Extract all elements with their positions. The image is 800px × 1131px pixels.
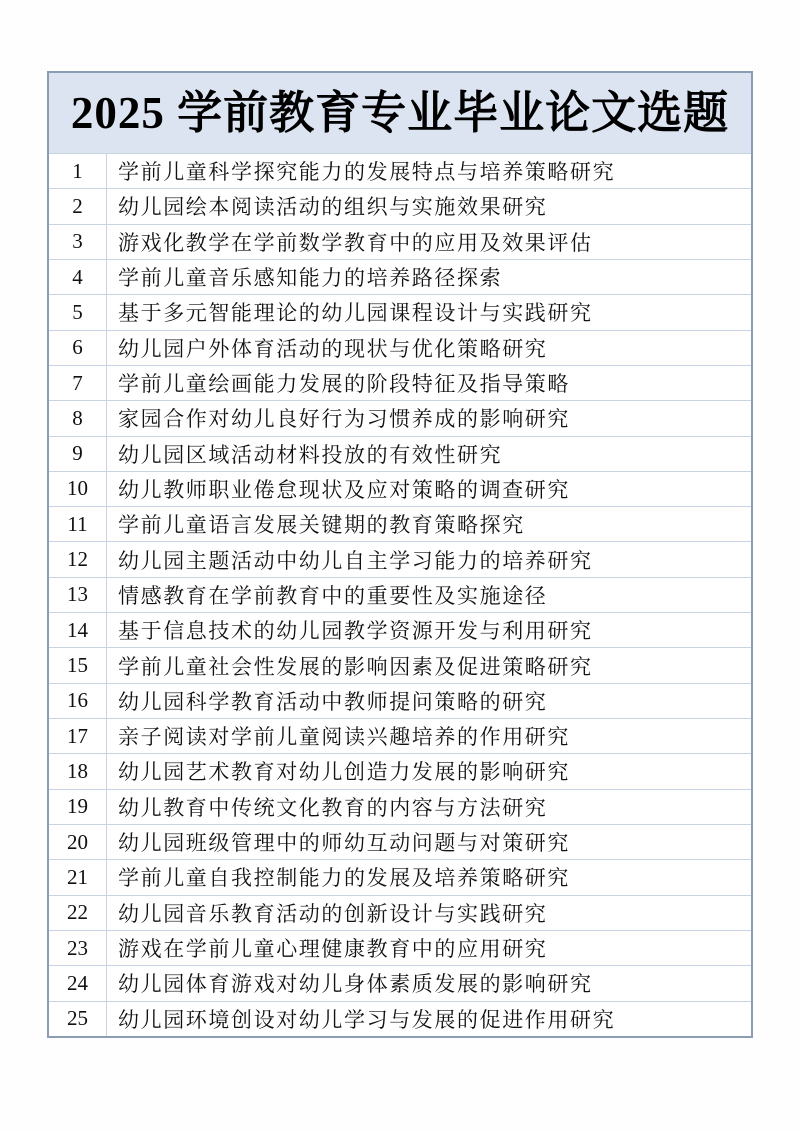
row-number: 10 <box>49 472 107 506</box>
table-row <box>49 895 751 930</box>
topic-text: 幼儿园班级管理中的师幼互动问题与对策研究 <box>118 831 570 856</box>
topic-text: 家园合作对幼儿良好行为习惯养成的影响研究 <box>118 407 570 432</box>
row-number: 25 <box>49 1002 107 1036</box>
row-number: 6 <box>49 331 107 365</box>
row-number: 15 <box>49 648 107 682</box>
topic-text: 幼儿园绘本阅读活动的组织与实施效果研究 <box>118 195 548 220</box>
row-number: 23 <box>49 931 107 965</box>
topic-text: 幼儿园音乐教育活动的创新设计与实践研究 <box>118 901 548 926</box>
topic-text: 游戏在学前儿童心理健康教育中的应用研究 <box>118 937 548 962</box>
row-number: 11 <box>49 507 107 541</box>
topic-text: 基于信息技术的幼儿园教学资源开发与利用研究 <box>118 619 593 644</box>
row-number: 21 <box>49 860 107 894</box>
row-number: 5 <box>49 295 107 329</box>
table-row <box>49 577 751 612</box>
table-row <box>49 436 751 471</box>
thesis-topics-table <box>47 71 753 1038</box>
topic-text: 幼儿园环境创设对幼儿学习与发展的促进作用研究 <box>118 1007 616 1032</box>
topic-text: 学前儿童自我控制能力的发展及培养策略研究 <box>118 866 570 891</box>
table-row <box>49 1001 751 1036</box>
table-row <box>49 365 751 400</box>
topic-rows <box>49 153 751 1036</box>
topic-text: 幼儿园科学教育活动中教师提问策略的研究 <box>118 689 548 714</box>
topic-text: 学前儿童绘画能力发展的阶段特征及指导策略 <box>118 372 570 397</box>
topic-text: 幼儿园户外体育活动的现状与优化策略研究 <box>118 336 548 361</box>
row-number: 20 <box>49 825 107 859</box>
table-row <box>49 224 751 259</box>
table-row <box>49 859 751 894</box>
table-row <box>49 471 751 506</box>
table-row <box>49 400 751 435</box>
table-row <box>49 789 751 824</box>
row-number: 24 <box>49 966 107 1000</box>
table-row <box>49 259 751 294</box>
table-row <box>49 541 751 576</box>
row-number: 9 <box>49 437 107 471</box>
topic-text: 幼儿园主题活动中幼儿自主学习能力的培养研究 <box>118 548 593 573</box>
topic-text: 学前儿童音乐感知能力的培养路径探索 <box>118 266 503 291</box>
topic-text: 幼儿园体育游戏对幼儿身体素质发展的影响研究 <box>118 972 593 997</box>
table-row <box>49 188 751 223</box>
topic-text: 基于多元智能理论的幼儿园课程设计与实践研究 <box>118 301 593 326</box>
table-row <box>49 718 751 753</box>
topic-text: 情感教育在学前教育中的重要性及实施途径 <box>118 583 548 608</box>
table-row <box>49 683 751 718</box>
row-number: 19 <box>49 790 107 824</box>
row-number: 3 <box>49 225 107 259</box>
table-row <box>49 506 751 541</box>
table-row <box>49 930 751 965</box>
row-number: 14 <box>49 613 107 647</box>
topic-text: 幼儿教育中传统文化教育的内容与方法研究 <box>118 795 548 820</box>
table-row <box>49 824 751 859</box>
table-row <box>49 753 751 788</box>
row-number: 1 <box>49 154 107 188</box>
topic-text: 亲子阅读对学前儿童阅读兴趣培养的作用研究 <box>118 725 570 750</box>
topic-text: 学前儿童科学探究能力的发展特点与培养策略研究 <box>118 160 616 185</box>
row-number: 17 <box>49 719 107 753</box>
table-row <box>49 647 751 682</box>
row-number: 7 <box>49 366 107 400</box>
table-title-header <box>49 73 751 153</box>
row-number: 13 <box>49 578 107 612</box>
row-number: 2 <box>49 189 107 223</box>
page-title: 2025 学前教育专业毕业论文选题 <box>70 87 730 138</box>
table-row <box>49 153 751 188</box>
topic-text: 学前儿童社会性发展的影响因素及促进策略研究 <box>118 654 593 679</box>
topic-text: 幼儿园区域活动材料投放的有效性研究 <box>118 442 503 467</box>
table-row <box>49 612 751 647</box>
row-number: 18 <box>49 754 107 788</box>
topic-text: 幼儿园艺术教育对幼儿创造力发展的影响研究 <box>118 760 570 785</box>
row-number: 16 <box>49 684 107 718</box>
row-number: 22 <box>49 896 107 930</box>
row-number: 4 <box>49 260 107 294</box>
topic-text: 游戏化教学在学前数学教育中的应用及效果评估 <box>118 230 593 255</box>
row-number: 8 <box>49 401 107 435</box>
table-row <box>49 330 751 365</box>
topic-text: 学前儿童语言发展关键期的教育策略探究 <box>118 513 525 538</box>
row-number: 12 <box>49 542 107 576</box>
topic-text: 幼儿教师职业倦怠现状及应对策略的调查研究 <box>118 477 570 502</box>
table-row <box>49 294 751 329</box>
table-row <box>49 965 751 1000</box>
